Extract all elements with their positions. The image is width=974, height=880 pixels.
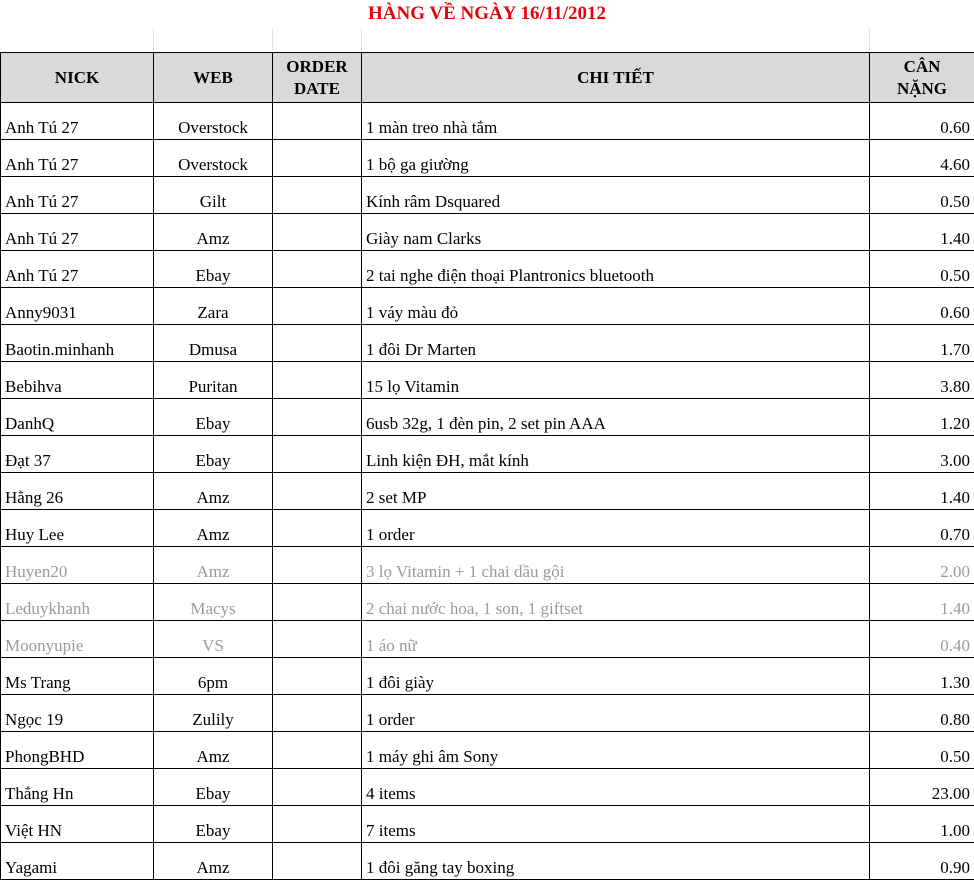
gridline [153, 28, 154, 52]
cell-nick[interactable]: Anh Tú 27 [1, 140, 154, 177]
header-web-label: WEB [193, 68, 233, 87]
cell-detail[interactable]: 7 items [362, 806, 870, 843]
cell-detail[interactable]: 1 màn treo nhà tắm [362, 103, 870, 140]
cell-detail[interactable]: 1 order [362, 510, 870, 547]
cell-detail[interactable]: 3 lọ Vitamin + 1 chai dầu gội [362, 547, 870, 584]
sheet-title: HÀNG VỀ NGÀY 16/11/2012 [368, 3, 606, 25]
cell-nick[interactable]: Việt HN [1, 806, 154, 843]
header-weight-line2: NẶNG [897, 79, 947, 98]
cell-order-date[interactable] [273, 288, 362, 325]
cell-web[interactable]: Ebay [154, 769, 273, 806]
cell-web[interactable]: Ebay [154, 436, 273, 473]
cell-web[interactable]: Zara [154, 288, 273, 325]
cell-detail[interactable]: 1 bộ ga giường [362, 140, 870, 177]
cell-nick[interactable]: Anh Tú 27 [1, 177, 154, 214]
cell-weight[interactable]: 0.90 [870, 843, 974, 880]
cell-web[interactable]: Gilt [154, 177, 273, 214]
cell-order-date[interactable] [273, 325, 362, 362]
table-row [1, 695, 974, 732]
table-row [1, 325, 974, 362]
cell-weight[interactable]: 0.60 [870, 103, 974, 140]
cell-detail[interactable]: Giày nam Clarks [362, 214, 870, 251]
cell-order-date[interactable] [273, 584, 362, 621]
table-row [1, 399, 974, 436]
cell-nick[interactable]: Moonyupie [1, 621, 154, 658]
cell-weight[interactable]: 1.20 [870, 399, 974, 436]
cell-order-date[interactable] [273, 510, 362, 547]
cell-web[interactable]: Overstock [154, 103, 273, 140]
table-body [1, 103, 974, 880]
cell-detail[interactable]: 1 đôi Dr Marten [362, 325, 870, 362]
cell-web[interactable]: Amz [154, 547, 273, 584]
gridline [272, 28, 273, 52]
gridline [869, 28, 870, 52]
shipment-table [0, 52, 974, 880]
cell-web[interactable]: 6pm [154, 658, 273, 695]
header-row [1, 53, 974, 103]
cell-nick[interactable]: Hằng 26 [1, 473, 154, 510]
table-row [1, 473, 974, 510]
cell-weight[interactable]: 0.50 [870, 251, 974, 288]
cell-detail[interactable]: 4 items [362, 769, 870, 806]
header-nick-label: NICK [55, 68, 99, 87]
cell-weight[interactable]: 4.60 [870, 140, 974, 177]
table-row [1, 214, 974, 251]
table-row [1, 177, 974, 214]
title-row [0, 0, 974, 28]
table-row [1, 843, 974, 880]
cell-order-date[interactable] [273, 473, 362, 510]
cell-nick[interactable]: PhongBHD [1, 732, 154, 769]
cell-nick[interactable]: Ms Trang [1, 658, 154, 695]
cell-detail[interactable]: 2 tai nghe điện thoại Plantronics bluetooth [362, 251, 870, 288]
table-row [1, 362, 974, 399]
cell-nick[interactable]: Leduykhanh [1, 584, 154, 621]
cell-order-date[interactable] [273, 399, 362, 436]
gridline [361, 28, 362, 52]
cell-order-date[interactable] [273, 769, 362, 806]
cell-web[interactable]: Ebay [154, 806, 273, 843]
header-weight-line1: CÂN [904, 57, 941, 76]
cell-order-date[interactable] [273, 658, 362, 695]
table-row [1, 251, 974, 288]
cell-web[interactable]: Puritan [154, 362, 273, 399]
cell-nick[interactable]: Anh Tú 27 [1, 103, 154, 140]
cell-order-date[interactable] [273, 732, 362, 769]
cell-weight[interactable]: 1.40 [870, 473, 974, 510]
cell-order-date[interactable] [273, 436, 362, 473]
cell-weight[interactable]: 1.40 [870, 584, 974, 621]
header-order-date[interactable] [273, 53, 362, 103]
cell-detail[interactable]: 6usb 32g, 1 đèn pin, 2 set pin AAA [362, 399, 870, 436]
cell-web[interactable]: Amz [154, 473, 273, 510]
blank-row [0, 28, 974, 52]
cell-web[interactable]: Overstock [154, 140, 273, 177]
cell-web[interactable]: Amz [154, 732, 273, 769]
cell-nick[interactable]: Yagami [1, 843, 154, 880]
header-weight[interactable] [870, 53, 974, 103]
cell-web[interactable]: Amz [154, 510, 273, 547]
header-detail-label: CHI TIẾT [577, 68, 654, 87]
cell-web[interactable]: Amz [154, 843, 273, 880]
cell-weight[interactable]: 1.00 [870, 806, 974, 843]
table-row [1, 584, 974, 621]
cell-detail[interactable]: 1 order [362, 695, 870, 732]
cell-order-date[interactable] [273, 362, 362, 399]
cell-detail[interactable]: 2 set MP [362, 473, 870, 510]
cell-weight[interactable]: 0.50 [870, 732, 974, 769]
cell-web[interactable]: Macys [154, 584, 273, 621]
cell-web[interactable]: Dmusa [154, 325, 273, 362]
table-row [1, 658, 974, 695]
cell-detail[interactable]: 1 đôi giày [362, 658, 870, 695]
cell-weight[interactable]: 0.60 [870, 288, 974, 325]
table-row [1, 510, 974, 547]
table-row [1, 769, 974, 806]
cell-detail[interactable]: 15 lọ Vitamin [362, 362, 870, 399]
header-order-date-line1: ORDER [286, 57, 347, 76]
cell-weight[interactable]: 0.70 [870, 510, 974, 547]
cell-nick[interactable]: DanhQ [1, 399, 154, 436]
cell-nick[interactable]: Baotin.minhanh [1, 325, 154, 362]
header-detail[interactable] [362, 53, 870, 103]
cell-order-date[interactable] [273, 806, 362, 843]
cell-web[interactable]: Zulily [154, 695, 273, 732]
cell-web[interactable]: Ebay [154, 399, 273, 436]
cell-weight[interactable]: 2.00 [870, 547, 974, 584]
cell-weight[interactable]: 1.30 [870, 658, 974, 695]
cell-nick[interactable]: Huyen20 [1, 547, 154, 584]
cell-nick[interactable]: Đạt 37 [1, 436, 154, 473]
cell-nick[interactable]: Thắng Hn [1, 769, 154, 806]
cell-weight[interactable]: 0.50 [870, 177, 974, 214]
cell-web[interactable]: VS [154, 621, 273, 658]
cell-nick[interactable]: Anh Tú 27 [1, 251, 154, 288]
cell-detail[interactable]: 1 máy ghi âm Sony [362, 732, 870, 769]
cell-order-date[interactable] [273, 843, 362, 880]
header-nick[interactable] [1, 53, 154, 103]
cell-weight[interactable]: 3.00 [870, 436, 974, 473]
table-row [1, 621, 974, 658]
table-row [1, 547, 974, 584]
cell-detail[interactable]: 2 chai nước hoa, 1 son, 1 giftset [362, 584, 870, 621]
table-row [1, 140, 974, 177]
cell-weight[interactable]: 23.00 [870, 769, 974, 806]
cell-web[interactable]: Ebay [154, 251, 273, 288]
cell-order-date[interactable] [273, 695, 362, 732]
cell-nick[interactable]: Anh Tú 27 [1, 214, 154, 251]
cell-weight[interactable]: 1.40 [870, 214, 974, 251]
cell-order-date[interactable] [273, 621, 362, 658]
cell-detail[interactable]: 1 đôi găng tay boxing [362, 843, 870, 880]
cell-nick[interactable]: Anny9031 [1, 288, 154, 325]
cell-detail[interactable]: Kính râm Dsquared [362, 177, 870, 214]
table-row [1, 103, 974, 140]
cell-detail[interactable]: 1 váy màu đỏ [362, 288, 870, 325]
cell-detail[interactable]: Linh kiện ĐH, mắt kính [362, 436, 870, 473]
cell-weight[interactable]: 3.80 [870, 362, 974, 399]
cell-order-date[interactable] [273, 140, 362, 177]
table-row [1, 732, 974, 769]
header-order-date-line2: DATE [294, 79, 340, 98]
table-row [1, 806, 974, 843]
header-web[interactable] [154, 53, 273, 103]
cell-order-date[interactable] [273, 177, 362, 214]
cell-weight[interactable]: 0.80 [870, 695, 974, 732]
cell-nick[interactable]: Bebihva [1, 362, 154, 399]
cell-detail[interactable]: 1 áo nữ [362, 621, 870, 658]
table-row [1, 436, 974, 473]
cell-order-date[interactable] [273, 251, 362, 288]
cell-weight[interactable]: 0.40 [870, 621, 974, 658]
cell-order-date[interactable] [273, 214, 362, 251]
cell-order-date[interactable] [273, 103, 362, 140]
cell-weight[interactable]: 1.70 [870, 325, 974, 362]
cell-nick[interactable]: Ngọc 19 [1, 695, 154, 732]
cell-nick[interactable]: Huy Lee [1, 510, 154, 547]
table-row [1, 288, 974, 325]
cell-web[interactable]: Amz [154, 214, 273, 251]
cell-order-date[interactable] [273, 547, 362, 584]
